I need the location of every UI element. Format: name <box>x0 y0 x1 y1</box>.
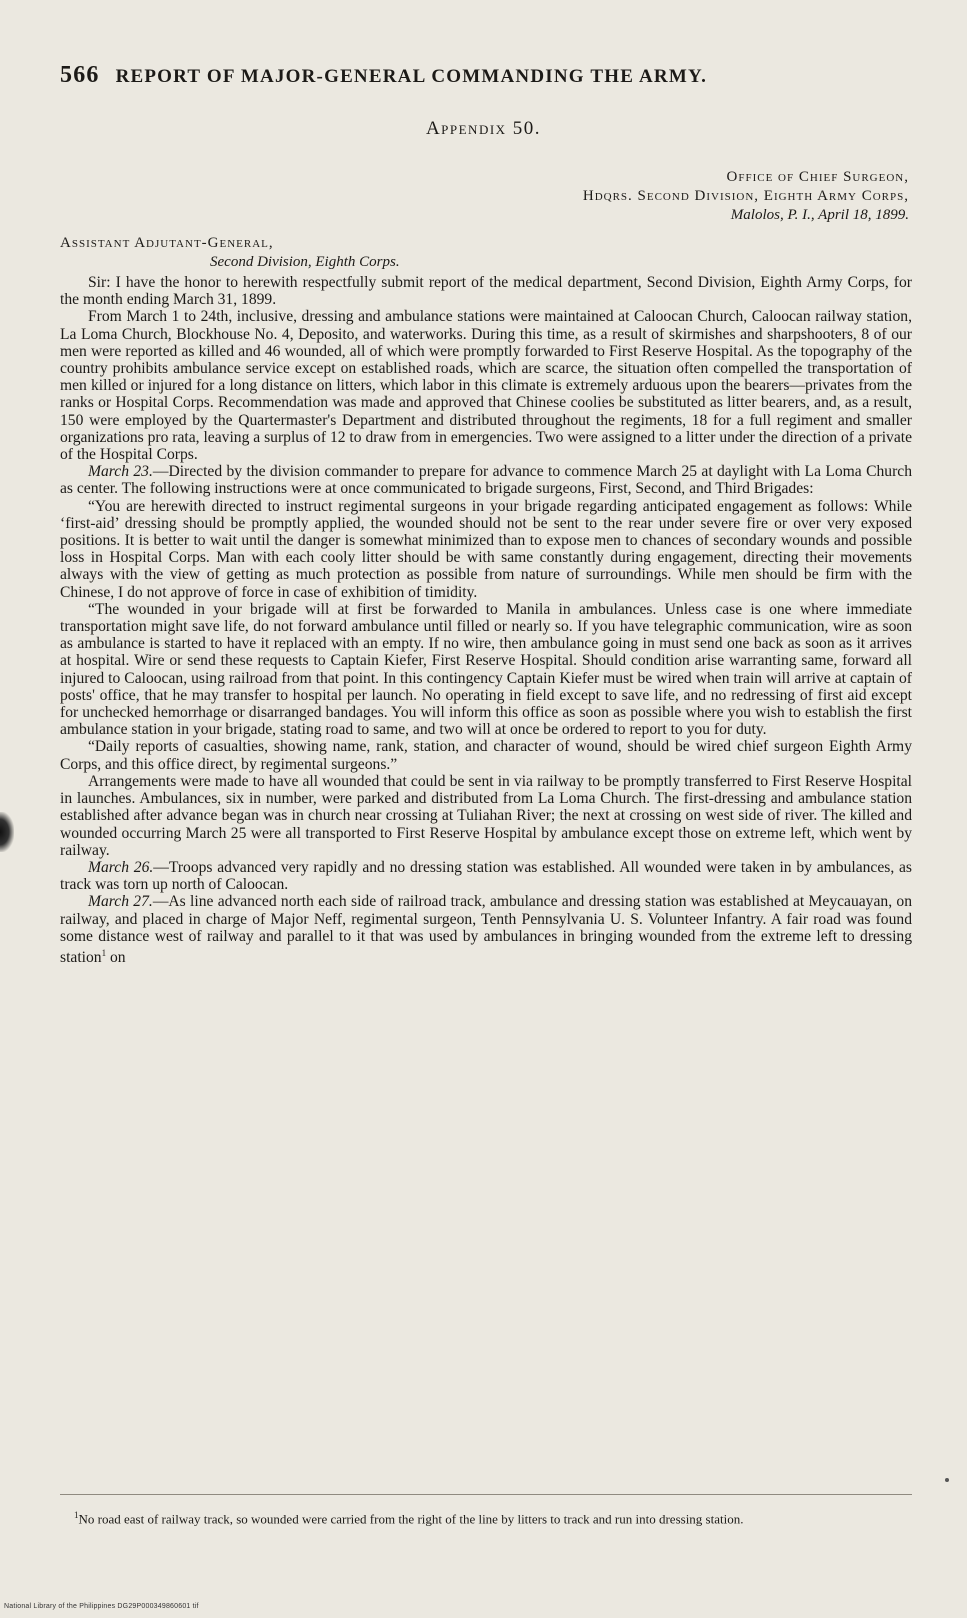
running-title: REPORT OF MAJOR-GENERAL COMMANDING THE ARMY. <box>115 66 708 87</box>
paragraph-march-1-24: From March 1 to 24th, inclusive, dressing and ambulance stations were maintained at Caloocan Church, Caloocan railway station, La Loma Church, Blockhouse No. 4, Deposito, and waterworks. During this time, as a result of skirmishes and sharpshooters, 8 of our men were reported as killed and 46 wounded, all of which were promptly forwarded to First Reserve Hospital. As the topography of the country prohibits ambulance service except on established roads, which are scarce, the situation often compelled the transportation of men killed or injured for a long distance on litters, which labor in this climate is extremely arduous upon the bearers—privates from the ranks or Hospital Corps. Recommendation was made and approved that Chinese coolies be substituted as litter bearers, and, as a result, 150 were employed by the Quartermaster's Department and distributed throughout the regiments, 18 for a full regiment and smaller organizations pro rata, leaving a surplus of 12 to draw from in emergencies. Two were assigned to a litter under the direction of a private of the Hospital Corps. <box>60 308 912 464</box>
paragraph-instructions-3: “Daily reports of casualties, showing name, rank, station, and character of wound, should be wired chief surgeon Eighth Army Corps, and this office direct, by regimental surgeons.” <box>60 738 912 773</box>
scan-credit: National Library of the Philippines DG29P000349860601 tif <box>4 1603 199 1610</box>
paragraph-arrangements: Arrangements were made to have all wounded that could be sent in via railway to be promptly transferred to First Reserve Hospital in launches. Ambulances, six in number, were parked and distributed from La Loma Church. The first-dressing and ambulance station established after advance began was in church near crossing at Tuliahan River; the next at crossing on west side of river. The killed and wounded occurring March 25 were all transported to First Reserve Hospital by ambulance except those on extreme left, which went by railway. <box>60 772 912 859</box>
footnote-divider <box>60 1494 912 1495</box>
paragraph-march-23 <box>60 463 912 497</box>
paragraph-march-27-text: —As line advanced north each side of railroad track, ambulance and dressing station was established at Meycauayan, on railway, and placed in charge of Major Neff, regimental surgeon, Tenth Pennsylvania U. S. Volunteer Infantry. A fair road was found some distance west of railway and parallel to it that was used by ambulances in bringing wounded from the extreme left to dressing station <box>60 893 913 967</box>
paragraph-march-27 <box>60 893 912 966</box>
paragraph-instructions-1: “You are herewith directed to instruct regimental surgeons in your brigade regarding anticipated engagement as follows: While ‘first-aid’ dressing should be promptly applied, the wounded should not be sent to the rear under severe fire or over very exposed positions. It is better to wait until the danger is somewhat minimized than to expose men to chances of secondary wounds and possible loss in Hospital Corps. Man with each cooly litter should be with same constantly during engagement, directing their movements always with the view of getting as much protection as possible from nature of surroundings. While men should be firm with the Chinese, I do not approve of force in case of exhibition of timidity. <box>60 497 912 601</box>
footnote-text: No road east of railway track, so wounded were carried from the right of the line by litters to track and run into dressing station. <box>78 1511 744 1527</box>
footnote <box>60 1508 912 1526</box>
running-header <box>60 62 910 89</box>
scan-edge-speck <box>945 1478 949 1482</box>
addressee <box>60 234 400 272</box>
paragraph-march-26-text: —Troops advanced very rapidly and no dressing station was established. All wounded were taken in by ambulances, as track was torn up north of Caloocan. <box>60 858 912 894</box>
report-body <box>60 274 912 966</box>
page-number: 566 <box>60 62 100 88</box>
addressee-unit: Second Division, Eighth Corps. <box>210 254 400 270</box>
date-lead-march-26: March 26. <box>88 858 154 876</box>
dateline-office: Office of Chief Surgeon, <box>726 169 909 185</box>
paragraph-march-26 <box>60 859 912 893</box>
paragraph-instructions-2: “The wounded in your brigade will at first be forwarded to Manila in ambulances. Unless case is one where immediate transportation might save life, do not forward ambulance until filled or nearly so. If you have telegraphic communication, wire as soon as ambulance is started to have it replaced with an empty. If no wire, then ambulance going in must send one back as soon as it arrives at hospital. Wire or send these requests to Captain Kiefer, First Reserve Hospital. Should condition arise warranting same, forward all injured to Caloocan, using railroad from that point. In this contingency Captain Kiefer must be wired when train will arrive at captain of posts' office, that he may transfer to hospital per launch. No operating in field except to save life, and no redressing of first aid except for unchecked hemorrhage or disarranged bandages. You will inform this office as soon as possible where you wish to establish the first ambulance station in your brigade, stating road to same, and two will at once be ordered to report to you for duty. <box>60 600 912 739</box>
paragraph-march-27-end: on <box>106 949 126 967</box>
date-lead-march-27: March 27. <box>88 893 153 911</box>
dateline-headquarters: Hdqrs. Second Division, Eighth Army Corps, <box>582 188 909 204</box>
footnote-marker: 1 <box>74 1510 79 1520</box>
date-lead-march-23: March 23. <box>88 463 153 481</box>
appendix-heading: Appendix 50. <box>425 118 542 139</box>
paragraph-march-23-text: —Directed by the division commander to prepare for advance to commence March 25 at daylight with La Loma Church as center. The following instructions were at once communicated to brigade surgeons, First, Second, and Third Brigades: <box>60 463 912 498</box>
footnote-reference: 1 <box>101 947 107 958</box>
addressee-title: Assistant Adjutant-General, <box>60 235 274 251</box>
dateline-place-date: Malolos, P. I., April 18, 1899. <box>730 207 909 223</box>
scan-binding-mark <box>0 812 14 852</box>
dateline <box>209 168 909 225</box>
paragraph-salutation: Sir: I have the honor to herewith respectfully submit report of the medical department, Second Division, Eighth Army Corps, for the month ending March 31, 1899. <box>60 274 912 309</box>
